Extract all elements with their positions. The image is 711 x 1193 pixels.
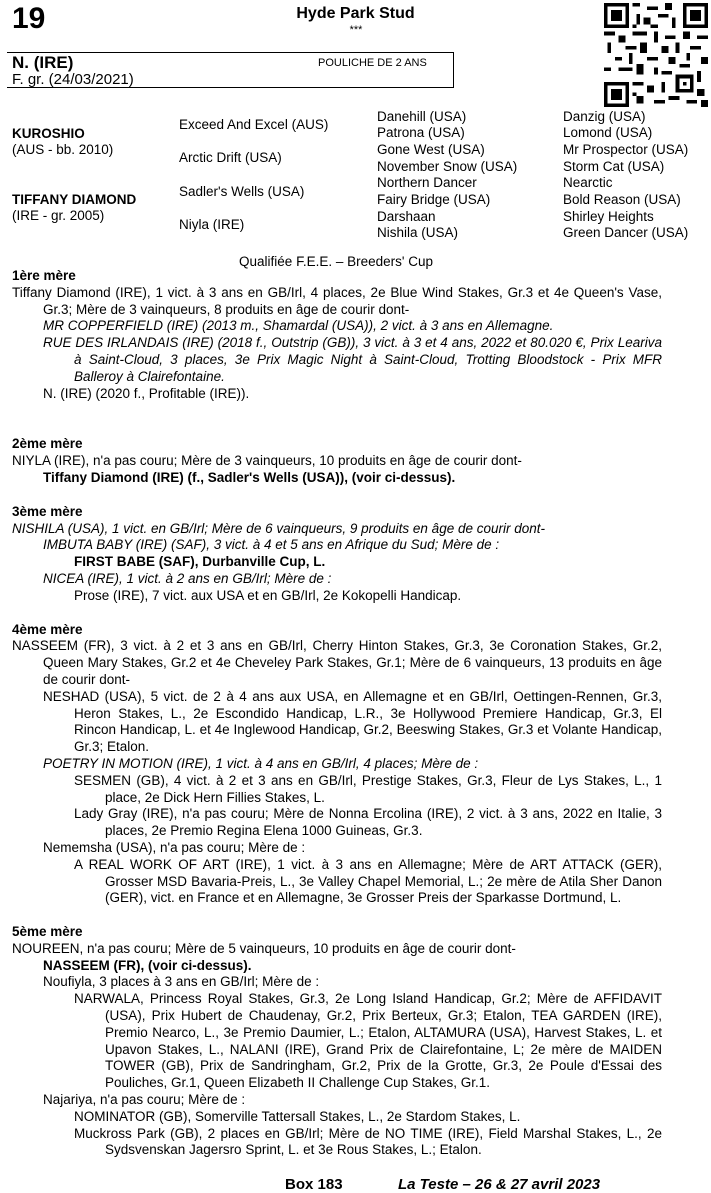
qr-code-icon[interactable] — [604, 3, 708, 107]
horse-description: F. gr. (24/03/2021) — [12, 71, 134, 88]
dam-record: NASSEEM (FR), 3 vict. à 2 et 3 ans en GB/Irl, Cherry Hinton Stakes, Gr.3, 3e Coronation Stakes, Gr.2, Queen Mary Stakes, Gr.2 et 4e Cheveley Park Stakes, Gr.1; Mère de 6 vainqueurs, 13 produits en âge de courir dont- — [12, 638, 662, 687]
pedigree-gen2-4: Niyla (IRE) — [179, 217, 245, 232]
produce-entry: NESHAD (USA), 5 vict. de 2 à 4 ans aux USA, en Allemagne et en GB/Irl, Oettingen-Rennen, Gr.3, Heron Stakes, L., 2e Escondido Handicap, L.R., 3e Hollywood Premiere Handicap, Gr.3, El Rincon Handicap, L. et 4e Inglewood Handicap, Gr.2, Beeswing Stakes, Gr.3 et Volante Handicap, Gr.3; Etalon. — [43, 688, 662, 755]
section-heading-5: 5ème mère — [12, 924, 83, 940]
pedigree-gen4-1: Danzig (USA) — [563, 109, 646, 124]
pedigree-gen4-7: Shirley Heights — [563, 209, 654, 224]
pedigree-gen2-2: Arctic Drift (USA) — [179, 150, 282, 165]
sale-venue-date: La Teste – 26 & 27 avril 2023 — [398, 1176, 601, 1193]
pedigree-gen3-6: Fairy Bridge (USA) — [377, 192, 491, 207]
sire-name: KUROSHIO — [12, 126, 85, 141]
produce-entry: POETRY IN MOTION (IRE), 1 vict. à 4 ans en GB/Irl, 4 places; Mère de : — [43, 755, 479, 771]
pedigree-gen3-7: Darshaan — [377, 209, 436, 224]
pedigree-gen3-4: November Snow (USA) — [377, 159, 518, 174]
pedigree-gen3-3: Gone West (USA) — [377, 142, 485, 157]
dam-info: (IRE - gr. 2005) — [12, 208, 105, 223]
produce-entry: Najariya, n'a pas couru; Mère de : — [43, 1092, 246, 1108]
pedigree-gen4-8: Green Dancer (USA) — [563, 225, 689, 240]
produce-entry: Tiffany Diamond (IRE) (f., Sadler's Wells (USA)), (voir ci-dessus). — [43, 469, 456, 485]
stud-name: Hyde Park Stud — [296, 5, 415, 22]
pedigree-gen2-1: Exceed And Excel (AUS) — [179, 117, 329, 132]
produce-entry: NARWALA, Princess Royal Stakes, Gr.3, 2e Long Island Handicap, Gr.2; Mère de AFFIDAVIT (USA), Prix Hubert de Chaudenay, Gr.2, Prix Berteux, Gr.3; Etalon, TEA GARDEN (IRE), Premio Nearco, L., 3e Premio Daumier, L.; Etalon, ALTAMURA (USA), Harvest Stakes, L. et Upavon Stakes, L., NALANI (IRE), Grand Prix de Clairefontaine, L; 2e mère de MAIDEN TOWER (GB), Prix de Sandringham, Gr.2, Prix de la Grotte, Gr.3, 2e Poule d'Essai des Pouliches, Gr.1, Queen Elizabeth II Challenge Cup Stakes, Gr.1. — [74, 991, 662, 1091]
produce-entry: Nememsha (USA), n'a pas couru; Mère de : — [43, 839, 306, 855]
sire-info: (AUS - bb. 2010) — [12, 142, 114, 157]
dam-record: NISHILA (USA), 1 vict. en GB/Irl; Mère de 6 vainqueurs, 9 produits en âge de courir dont- — [12, 520, 545, 536]
produce-entry: Prose (IRE), 7 vict. aux USA et en GB/Irl, 2e Kokopelli Handicap. — [74, 587, 462, 603]
pedigree-gen4-3: Mr Prospector (USA) — [563, 142, 689, 157]
produce-entry: MR COPPERFIELD (IRE) (2013 m., Shamardal (USA)), 2 vict. à 3 ans en Allemagne. — [43, 318, 554, 334]
pedigree-gen4-2: Lomond (USA) — [563, 125, 653, 140]
dam-record: NOUREEN, n'a pas couru; Mère de 5 vainqueurs, 10 produits en âge de courir dont- — [12, 940, 516, 956]
produce-entry: Lady Gray (IRE), n'a pas couru; Mère de Nonna Ercolina (IRE), 2 vict. à 3 ans, 2022 en Italie, 3 places, 2e Premio Regina Elena 1000 Guineas, Gr.3. — [74, 806, 662, 839]
stud-rating: *** — [349, 24, 362, 36]
section-heading-2: 2ème mère — [12, 436, 83, 452]
pedigree-notes — [12, 268, 662, 1159]
dam-record: Tiffany Diamond (IRE), 1 vict. à 3 ans en GB/Irl, 4 places, 2e Blue Wind Stakes, Gr.3 et 4e Queen's Vase, Gr.3; Mère de 3 vainqueurs, 8 produits en âge de courir dont- — [12, 284, 662, 317]
produce-entry: NASSEEM (FR), (voir ci-dessus). — [43, 957, 252, 973]
horse-name-box — [7, 52, 454, 88]
section-heading-4: 4ème mère — [12, 621, 83, 637]
dam-record: NIYLA (IRE), n'a pas couru; Mère de 3 vainqueurs, 10 produits en âge de courir dont- — [12, 453, 522, 469]
pedigree-gen4-6: Bold Reason (USA) — [563, 192, 681, 207]
sex-age-label: POULICHE DE 2 ANS — [318, 57, 427, 69]
produce-entry: NICEA (IRE), 1 vict. à 2 ans en GB/Irl; Mère de : — [43, 570, 332, 586]
produce-entry: IMBUTA BABY (IRE) (SAF), 3 vict. à 4 et 5 ans en Afrique du Sud; Mère de : — [43, 537, 500, 553]
produce-entry: A REAL WORK OF ART (IRE), 1 vict. à 3 ans en Allemagne; Mère de ART ATTACK (GER), Grosser MSD Bavaria-Preis, L., 3e Valley Chapel Memorial, L.; 2e mère de Atila Sher Danon (GER), vict. en France et en Allemagne, 3e Grosser Preis der Sparkasse Dortmund, L. — [74, 856, 662, 906]
pedigree-gen3-8: Nishila (USA) — [377, 225, 459, 240]
dam-name: TIFFANY DIAMOND — [12, 192, 137, 207]
section-heading-1: 1ère mère — [12, 268, 76, 283]
produce-entry: N. (IRE) (2020 f., Profitable (IRE)). — [43, 385, 250, 401]
lot-number: 19 — [12, 2, 46, 35]
qualification-line: Qualifiée F.E.E. – Breeders' Cup — [239, 254, 433, 269]
pedigree-gen4-4: Storm Cat (USA) — [563, 159, 665, 174]
produce-entry: RUE DES IRLANDAIS (IRE) (2018 f., Outstrip (GB)), 3 vict. à 3 et 4 ans, 2022 et 80.020 €, Prix Leariva à Saint-Cloud, 3 places, 3e Prix Magic Night à Saint-Cloud, Trotting Bloodstock - Prix MFR Balleroy à Clairefontaine. — [43, 335, 662, 384]
produce-entry: NOMINATOR (GB), Somerville Tattersall Stakes, L., 2e Stardom Stakes, L. — [74, 1108, 521, 1124]
produce-entry: FIRST BABE (SAF), Durbanville Cup, L. — [74, 554, 326, 570]
pedigree-gen3-5: Northern Dancer — [377, 175, 477, 190]
produce-entry: Noufiyla, 3 places à 3 ans en GB/Irl; Mère de : — [43, 974, 320, 990]
produce-entry: Muckross Park (GB), 2 places en GB/Irl; Mère de NO TIME (IRE), Field Marshal Stakes, L., 2e Sydsvenskan Jagersro Sprint, L. et 3e Rous Stakes, L.; Etalon. — [74, 1125, 662, 1158]
pedigree-gen3-1: Danehill (USA) — [377, 109, 467, 124]
produce-entry: SESMEN (GB), 4 vict. à 2 et 3 ans en GB/Irl, Prestige Stakes, Gr.3, Fleur de Lys Stakes, L., 1 place, 2e Dick Hern Fillies Stakes, L. — [74, 772, 662, 805]
pedigree-gen2-3: Sadler's Wells (USA) — [179, 184, 305, 199]
pedigree-gen4-5: Nearctic — [563, 175, 613, 190]
box-number: Box 183 — [285, 1176, 343, 1193]
pedigree-gen3-2: Patrona (USA) — [377, 125, 465, 140]
section-heading-3: 3ème mère — [12, 503, 83, 519]
horse-name: N. (IRE) — [12, 53, 74, 72]
